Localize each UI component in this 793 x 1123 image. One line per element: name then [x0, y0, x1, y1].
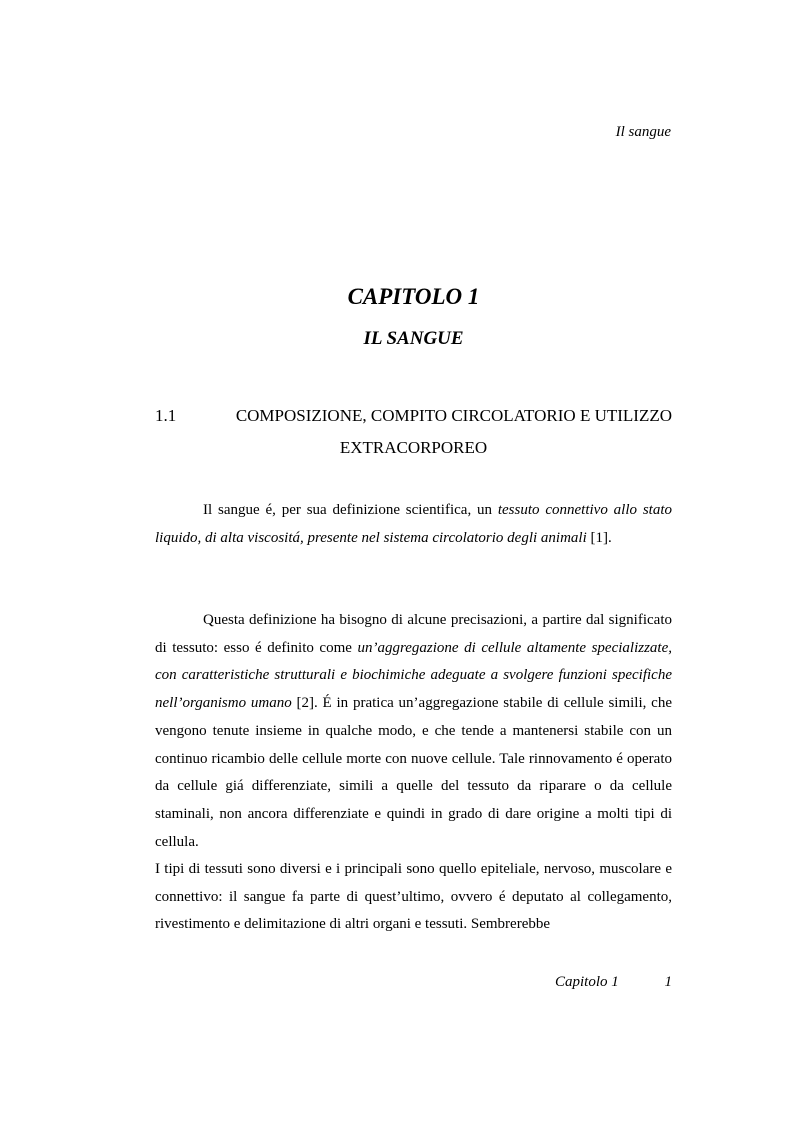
- paragraph-1-citation: [1].: [586, 529, 612, 546]
- section-heading: [155, 400, 672, 464]
- paragraph-3-text: I tipi di tessuti sono diversi e i principali sono quello epiteliale, nervoso, muscolare e connettivo: il sangue fa parte di quest’ultimo, ovvero é deputato al collegamento, rivestimento e delimitazione di altri organi e tessuti. Sembrerebbe: [155, 861, 672, 933]
- paragraph-2-text-end: [2]. É in pratica un’aggregazione stabile di cellule simili, che vengono tenute insieme in qualche modo, e che tende a mantenersi stabile con un continuo ricambio delle cellule morte con nuove cellule. Tale rinnovamento é operato da cellule giá differenziate, simili a quelle del tessuto da riparare o da cellule staminali, non ancora differenziate e quindi in grado di dare origine a molti tipi di cellula.: [155, 695, 672, 850]
- section-number: 1.1: [155, 406, 177, 425]
- section-title-line1: COMPOSIZIONE, COMPITO CIRCOLATORIO E UTILIZZO: [235, 406, 672, 425]
- section-title-line2: EXTRACORPOREO: [339, 438, 488, 457]
- footer-chapter-label: Capitolo 1: [555, 974, 619, 990]
- chapter-label: CAPITOLO 1: [347, 284, 480, 309]
- paragraph-2-text-start: Questa definizione ha bisogno di alcune precisazioni, a partire dal significato di tessuto: esso é definito come: [155, 612, 672, 656]
- running-header: Il sangue: [615, 124, 671, 140]
- paragraph-2: [155, 607, 672, 856]
- chapter-title: IL SANGUE: [363, 328, 464, 349]
- paragraph-3: [155, 856, 672, 939]
- paragraph-2-definition: un’aggregazione di cellule altamente specializzate, con caratteristiche strutturali e biochimiche adeguate a svolgere funzioni specifiche nell’organismo umano: [155, 639, 672, 712]
- section-heading-line1: [155, 400, 672, 432]
- paragraph-1-definition: tessuto connettivo allo stato liquido, di alta viscositá, presente nel sistema circolatorio degli animali: [155, 502, 672, 546]
- paragraph-1-text: Il sangue é, per sua definizione scientifica, un: [203, 502, 498, 518]
- paragraph-1: [155, 497, 672, 552]
- page-number: 1: [664, 974, 672, 990]
